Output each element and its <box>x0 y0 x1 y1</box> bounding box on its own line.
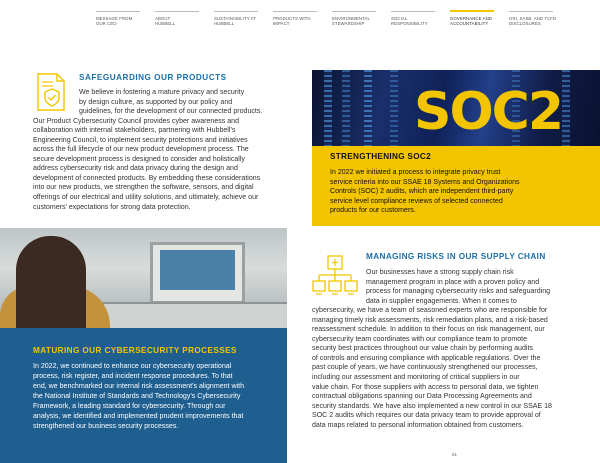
nav-label-line2: HUBBELL <box>155 21 176 27</box>
text-line: managing timely risk assessments, risk remediation plans, and a risk-based <box>312 316 548 324</box>
text-line: products for our customers. <box>330 207 416 215</box>
soc2-text <box>330 168 520 216</box>
nav-label-line1: PRODUCTS WITH <box>273 16 311 21</box>
text-line: including our assessment and monitoring of critical suppliers in our <box>312 374 520 382</box>
nav-label-line2: OUR CEO <box>96 21 117 27</box>
text-line: In 2022 we initiated a process to integrate privacy trust <box>330 169 501 176</box>
nav-label-line2: DISCLOSURES <box>509 21 541 27</box>
text-line: of controls and ensuring compliance with applicable regulations. Over the <box>312 354 541 362</box>
nav-item-ceo-message[interactable] <box>96 16 132 26</box>
nav-label-line2: RESPONSIBILITY <box>391 21 428 27</box>
text-line: management program in place with a proven policy and <box>366 278 540 286</box>
nav-item-about[interactable] <box>155 16 175 26</box>
nav-label-line1: ENVIRONMENTAL <box>332 16 370 21</box>
text-line: process, risk register, and incident response procedures. To that <box>33 373 233 380</box>
shield-document-icon <box>33 72 69 112</box>
text-line: SOC 2 audits which requires our data privacy team to provide approval of <box>312 412 541 420</box>
nav-label-line2: STEWARDSHIP <box>332 21 365 27</box>
nav-item-social[interactable] <box>391 16 428 26</box>
text-line: analysis, we identified and implemented prudent improvements that <box>33 413 244 420</box>
nav-label-line1: MESSAGE FROM <box>96 16 133 21</box>
page-number: 61 <box>452 452 458 457</box>
nav-label-line1: ABOUT <box>155 16 171 21</box>
text-line: into our new products, we strengthen the software, sensors, and digital <box>33 184 254 192</box>
nav-label-line1: SUSTAINABILITY AT <box>214 16 257 21</box>
text-line: cybersecurity, we have a team of seasoned experts who are responsible for <box>312 307 548 315</box>
text-line: cybersecurity team coordinates with our compliance team to promote <box>312 335 528 343</box>
text-line: Framework, a leading standard for cybersecurity. Through our <box>33 403 226 410</box>
nav-item-governance[interactable] <box>450 16 492 26</box>
maturing-text <box>33 362 244 432</box>
section-title-products: SAFEGUARDING OUR PRODUCTS <box>79 73 227 82</box>
text-line: Our Product Cybersecurity Council provides cyber awareness and <box>33 117 240 125</box>
supply-chain-title: MANAGING RISKS IN OUR SUPPLY CHAIN <box>366 252 546 261</box>
text-line: reassessment schedule. In addition to their focus on risk management, our <box>312 326 545 334</box>
text-line: process for managing cybersecurity risks and safeguarding <box>366 288 551 296</box>
text-line: past couple of years, we have continuously strengthened our processes, <box>312 364 538 372</box>
nav-label-line1: GOVERNANCE AND <box>450 16 492 21</box>
soc2-graphic-text: SOC2 <box>414 82 562 142</box>
nav-label-line1: SOCIAL <box>391 16 408 21</box>
text-line: address cybersecurity risk and data privacy during the design and <box>33 165 238 173</box>
nav-item-environmental[interactable] <box>332 16 370 26</box>
products-text <box>33 117 260 212</box>
text-line: guidelines, for the development of our connected products. <box>79 108 263 116</box>
text-line: offerings of our electrical and utility solutions, and ultimately, achieve our <box>33 193 259 201</box>
text-line: Engineering Council, to implement security protections and initiatives <box>33 136 248 144</box>
text-line: strengthened our business security processes. <box>33 423 179 430</box>
supply-chain-network-icon <box>312 255 358 299</box>
maturing-title: MATURING OUR CYBERSECURITY PROCESSES <box>33 346 237 355</box>
top-navigation <box>0 0 600 38</box>
text-line: customers’ expectations for strong data protection. <box>33 203 191 211</box>
text-line: In 2022, we continued to enhance our cybersecurity operational <box>33 363 232 370</box>
nav-item-disclosures[interactable] <box>509 16 556 26</box>
text-line: service level compliance reviews of selected connected <box>330 197 503 205</box>
text-line: secure development process is designed to consider and holistically <box>33 155 245 163</box>
text-line: service criteria into our SSAE 18 Systems and Organizations <box>330 178 520 186</box>
text-line: We believe in fostering a mature privacy and security <box>79 89 245 96</box>
supply-chain-text-indented <box>366 268 550 306</box>
text-line: contractual obligations spanning our Data Processing Agreements and <box>312 393 532 401</box>
text-line: across the full lifecycle of our new product development process. The <box>33 146 249 154</box>
text-line: the National Institute of Standards and Technology’s Cybersecurity <box>33 393 241 400</box>
text-line: data maps related to personal information obtained from customers. <box>312 421 524 429</box>
nav-label-line2: ACCOUNTABILITY <box>450 21 489 27</box>
nav-label-line2: IMPACT <box>273 21 290 27</box>
text-line: collaboration with internal stakeholders, partnering with Hubbell’s <box>33 127 236 135</box>
nav-item-sustainability[interactable] <box>214 16 256 26</box>
text-line: data in supplier engagements. When it comes to <box>366 297 517 305</box>
text-line: security standards. We have also implemented a new control in our SSAE 18 <box>312 402 552 410</box>
text-line: value chain. For those suppliers with access to personal data, we tighten <box>312 383 539 391</box>
nav-label-line2: HUBBELL <box>214 21 235 27</box>
text-line: Our businesses have a strong supply chain risk <box>366 269 514 276</box>
text-line: security best practices throughout our value chain by performing audits <box>312 345 533 353</box>
text-line: end, we benchmarked our internal risk assessment’s alignment with <box>33 383 244 390</box>
supply-chain-text <box>312 306 552 430</box>
nav-label-line1: GRI, SASB, AND TCFD <box>509 16 557 21</box>
text-line: Controls (SOC) 2 audits, which are independent third-party <box>330 188 514 196</box>
soc2-title: STRENGTHENING SOC2 <box>330 152 431 161</box>
nav-item-products[interactable] <box>273 16 311 26</box>
text-line: development of connected products. By embedding these considerations <box>33 174 261 182</box>
lab-technician-photo <box>0 228 287 328</box>
text-line: by design culture, as supported by our policy and <box>79 98 233 106</box>
products-text-indented <box>79 88 262 117</box>
